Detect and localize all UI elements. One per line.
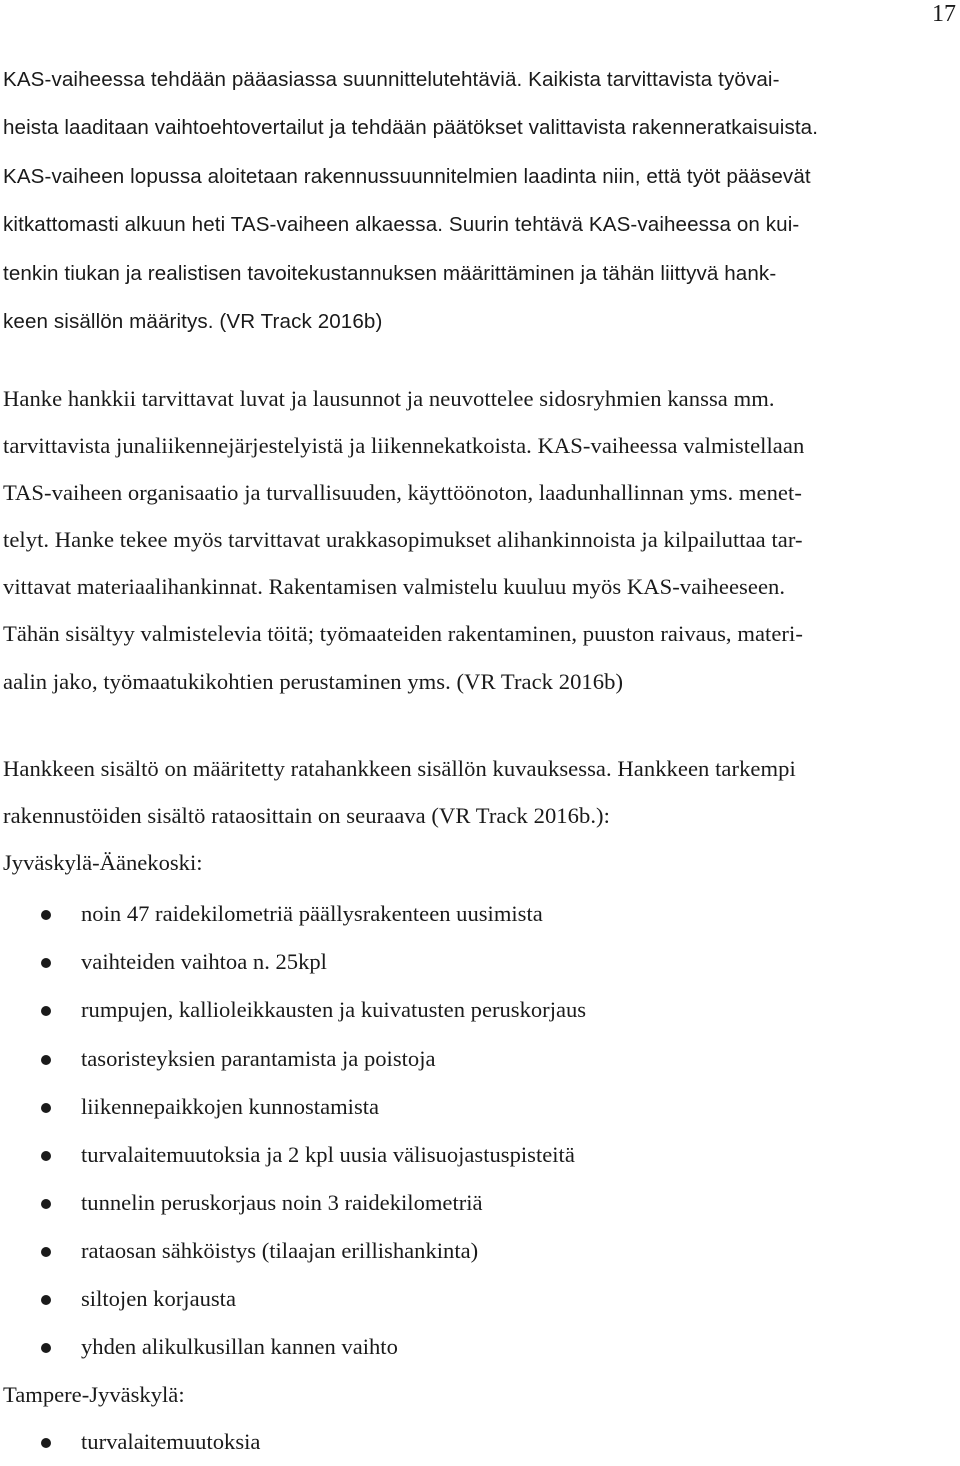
list-item-text: rumpujen, kallioleikkausten ja kuivatusten peruskorjaus xyxy=(81,997,587,1023)
list-item-text: tunnelin peruskorjaus noin 3 raidekilometriä xyxy=(81,1189,483,1215)
bullet-icon xyxy=(41,1151,51,1161)
paragraph-project-content xyxy=(3,745,955,839)
list-item xyxy=(3,1131,955,1179)
text-line: kitkattomasti alkuun heti TAS-vaiheen alkaessa. Suurin tehtävä KAS-vaiheessa on kui- xyxy=(3,213,800,237)
list-item-text: turvalaitemuutoksia xyxy=(81,1429,261,1455)
bullet-icon xyxy=(41,1103,51,1113)
text-line: Hankkeen sisältö on määritetty ratahankkeen sisällön kuvauksessa. Hankkeen tarkempi xyxy=(3,756,796,781)
bullet-icon xyxy=(41,1199,51,1209)
list-item-text: yhden alikulkusillan kannen vaihto xyxy=(81,1334,398,1360)
text-line: telyt. Hanke tekee myös tarvittavat urakkasopimukset alihankinnoista ja kilpailuttaa tar- xyxy=(3,527,803,553)
text-line: TAS-vaiheen organisaatio ja turvallisuuden, käyttöönoton, laadunhallinnan yms. menet- xyxy=(3,480,802,506)
bullet-icon xyxy=(41,1055,51,1065)
text-line: Hanke hankkii tarvittavat luvat ja lausunnot ja neuvottelee sidosryhmien kanssa mm. xyxy=(3,386,775,411)
bullet-icon xyxy=(41,910,51,920)
text-line: rakennustöiden sisältö rataosittain on seuraava (VR Track 2016b.): xyxy=(3,803,610,829)
list-item xyxy=(3,1227,955,1275)
bullet-icon xyxy=(41,1295,51,1305)
list-item xyxy=(3,938,955,986)
text-line: tenkin tiukan ja realistisen tavoitekustannuksen määrittäminen ja tähän liittyvä hank- xyxy=(3,261,777,285)
list-item-text: turvalaitemuutoksia ja 2 kpl uusia välisuojastuspisteitä xyxy=(81,1141,575,1167)
paragraph-kas-phase xyxy=(3,56,955,346)
text-line: vittavat materiaalihankinnat. Rakentamisen valmistelu kuuluu myös KAS-vaiheeseen. xyxy=(3,574,786,600)
list-item xyxy=(3,1083,955,1131)
page-number: 17 xyxy=(932,1,956,27)
text-line: keen sisällön määritys. (VR Track 2016b) xyxy=(3,310,383,334)
list-item xyxy=(3,1179,955,1227)
bullet-icon xyxy=(41,1438,51,1448)
bullet-icon xyxy=(41,958,51,968)
list-item xyxy=(3,890,955,938)
section-heading-jyvaskyla-aanekoski: Jyväskylä-Äänekoski: xyxy=(3,850,203,876)
list-item-text: rataosan sähköistys (tilaajan erillishankinta) xyxy=(81,1237,479,1263)
document-body xyxy=(3,56,955,1466)
text-line: KAS-vaiheen lopussa aloitetaan rakennussuunnitelmien laadinta niin, että työt pääsevät xyxy=(3,164,811,188)
text-line: KAS-vaiheessa tehdään pääasiassa suunnittelutehtäviä. Kaikista tarvittavista työvai- xyxy=(3,68,780,91)
paragraph-permits xyxy=(3,375,955,705)
text-line: tarvittavista junaliikennejärjestelyistä ja liikennekatkoista. KAS-vaiheessa valmistellaan xyxy=(3,433,805,459)
text-line: aalin jako, työmaatukikohtien perustaminen yms. (VR Track 2016b) xyxy=(3,668,624,694)
list-item xyxy=(3,1035,955,1083)
list-item xyxy=(3,1418,955,1466)
list-item-text: tasoristeyksien parantamista ja poistoja xyxy=(81,1045,436,1071)
bullet-list-jyvaskyla-aanekoski xyxy=(3,890,955,1371)
list-item-text: vaihteiden vaihtoa n. 25kpl xyxy=(81,949,327,975)
list-item xyxy=(3,1323,955,1371)
bullet-icon xyxy=(41,1247,51,1257)
bullet-icon xyxy=(41,1343,51,1353)
list-item-text: liikennepaikkojen kunnostamista xyxy=(81,1093,380,1119)
list-item xyxy=(3,986,955,1034)
list-item-text: siltojen korjausta xyxy=(81,1286,236,1312)
text-line: Tähän sisältyy valmistelevia töitä; työmaateiden rakentaminen, puuston raivaus, materi- xyxy=(3,621,803,647)
section-heading-tampere-jyvaskyla: Tampere-Jyväskylä: xyxy=(3,1382,185,1408)
bullet-list-tampere-jyvaskyla xyxy=(3,1418,955,1466)
text-line: heista laaditaan vaihtoehtovertailut ja tehdään päätökset valittavista rakenneratkaisuista. xyxy=(3,116,819,140)
list-item xyxy=(3,1275,955,1323)
list-item-text: noin 47 raidekilometriä päällysrakenteen uusimista xyxy=(81,901,543,927)
bullet-icon xyxy=(41,1006,51,1016)
